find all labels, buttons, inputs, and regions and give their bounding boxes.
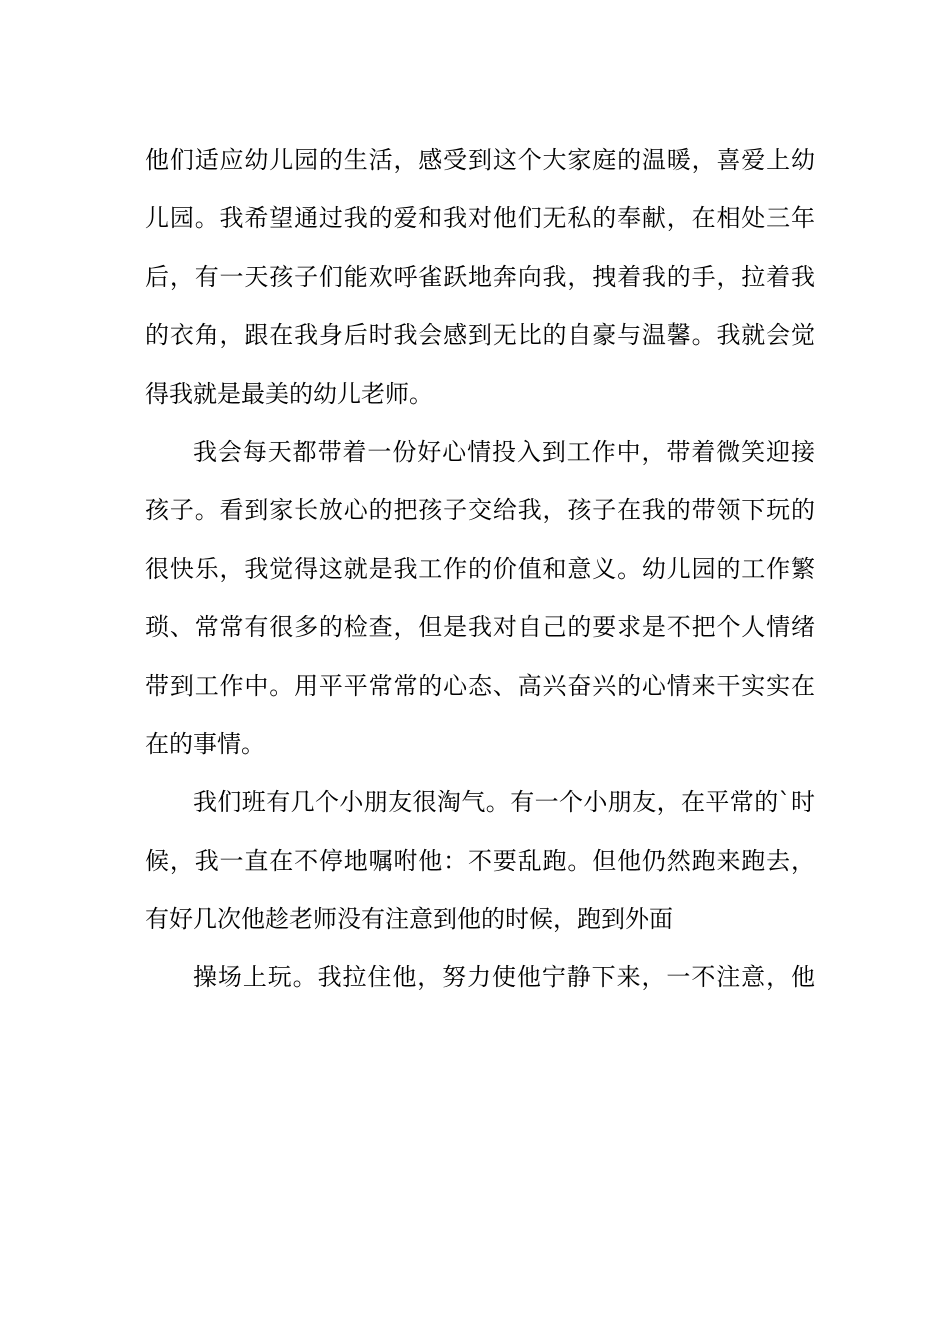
paragraph-1 [145,131,815,423]
text-line: 很快乐，我觉得这就是我工作的价值和意义。幼儿园的工作繁 [145,554,815,583]
text-line: 后，有一天孩子们能欢呼雀跃地奔向我，拽着我的手，拉着我 [145,262,815,291]
text-line: 操场上玩。我拉住他，努力使他宁静下来，一不注意，他 [193,963,815,992]
text-line: 我们班有几个小朋友很淘气。有一个小朋友，在平常的`时 [193,788,815,817]
text-line: 有好几次他趁老师没有注意到他的时候，跑到外面 [145,905,673,934]
text-line: 得我就是最美的幼儿老师。 [145,379,433,408]
paragraph-4 [145,948,815,1006]
text-line: 候，我一直在不停地嘱咐他：不要乱跑。但他仍然跑来跑去， [145,846,815,875]
text-line: 我会每天都带着一份好心情投入到工作中，带着微笑迎接 [193,437,815,466]
text-line: 的衣角，跟在我身后时我会感到无比的自豪与温馨。我就会觉 [145,321,815,350]
text-line: 在的事情。 [145,729,265,758]
paragraph-3 [145,773,815,948]
paragraph-2 [145,423,815,773]
text-line: 带到工作中。用平平常常的心态、高兴奋兴的心情来干实实在 [145,671,815,700]
text-line: 琐、常常有很多的检查，但是我对自己的要求是不把个人情绪 [145,613,815,642]
text-line: 儿园。我希望通过我的爱和我对他们无私的奉献，在相处三年 [145,204,815,233]
document-body [145,131,815,1007]
text-line: 他们适应幼儿园的生活，感受到这个大家庭的温暖，喜爱上幼 [145,146,815,174]
text-line: 孩子。看到家长放心的把孩子交给我，孩子在我的带领下玩的 [145,496,815,525]
